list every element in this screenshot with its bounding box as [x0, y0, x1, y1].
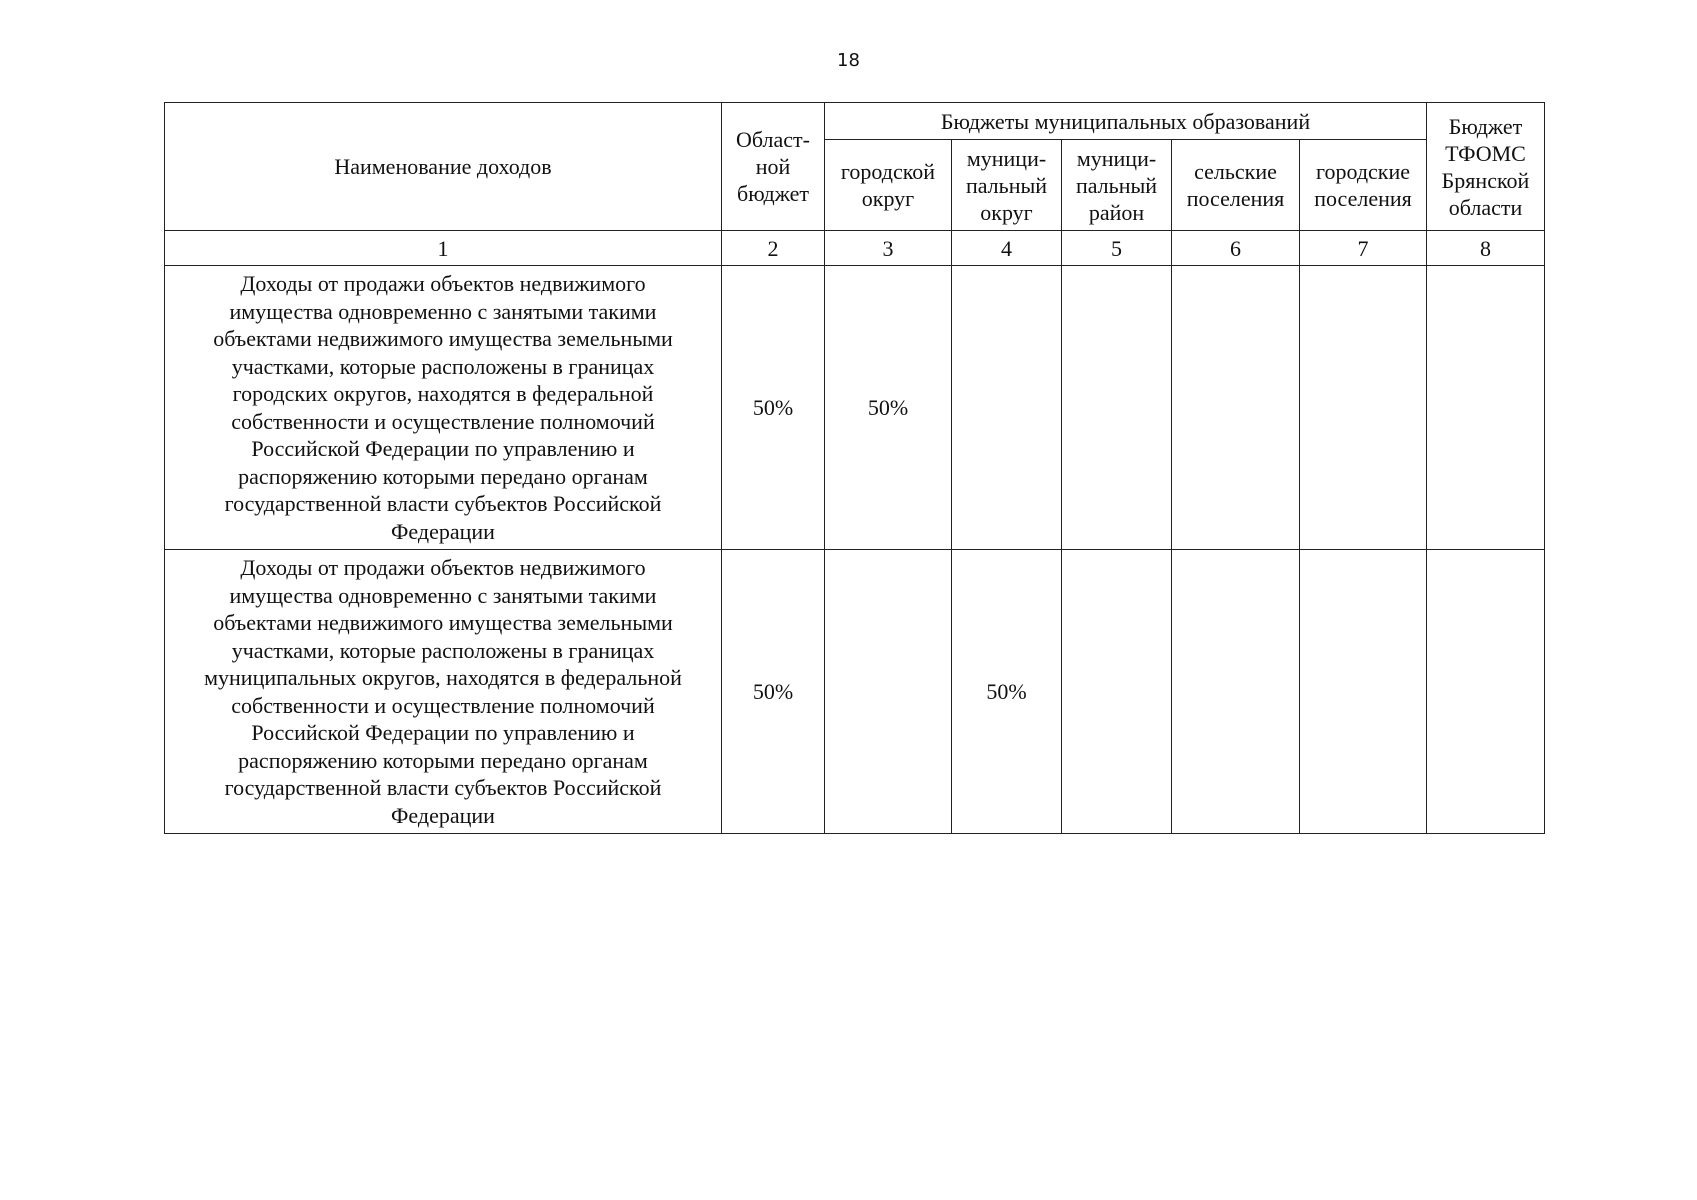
header-tfoms-budget: Бюджет ТФОМС Брянской области: [1427, 103, 1545, 231]
column-number: 4: [952, 231, 1062, 266]
municipal-okrug-share: 50%: [952, 550, 1062, 834]
urban-settlements-share: [1300, 266, 1427, 550]
header-municipal-raion: муници- пальный район: [1062, 140, 1172, 231]
column-number-row: [165, 231, 1545, 266]
column-number: 3: [825, 231, 952, 266]
header-income-name: Наименование доходов: [165, 103, 722, 231]
city-district-share: [825, 550, 952, 834]
tfoms-share: [1427, 550, 1545, 834]
header-municipal-okrug: муници- пальный округ: [952, 140, 1062, 231]
column-number: 1: [165, 231, 722, 266]
income-description: Доходы от продажи объектов недвижимого имущества одновременно с занятыми такими объектами недвижимого имущества земельными участками, которые расположены в границах городских округов, находятся в федеральной собственности и осуществление полномочий Российской Федерации по управлению и распоряжению которыми передано органам государственной власти субъектов Российской Федерации: [165, 266, 722, 550]
column-number: 7: [1300, 231, 1427, 266]
income-distribution-table: [164, 102, 1545, 834]
header-municipal-budgets: Бюджеты муниципальных образований: [825, 103, 1427, 140]
header-urban-settlements: городские поселения: [1300, 140, 1427, 231]
column-number: 5: [1062, 231, 1172, 266]
municipal-raion-share: [1062, 550, 1172, 834]
rural-settlements-share: [1172, 266, 1300, 550]
header-city-district: городской округ: [825, 140, 952, 231]
income-description: Доходы от продажи объектов недвижимого имущества одновременно с занятыми такими объектами недвижимого имущества земельными участками, которые расположены в границах муниципальных округов, находятся в федеральной собственности и осуществление полномочий Российской Федерации по управлению и распоряжению которыми передано органам государственной власти субъектов Российской Федерации: [165, 550, 722, 834]
header-rural-settlements: сельские поселения: [1172, 140, 1300, 231]
city-district-share: 50%: [825, 266, 952, 550]
rural-settlements-share: [1172, 550, 1300, 834]
column-number: 6: [1172, 231, 1300, 266]
municipal-okrug-share: [952, 266, 1062, 550]
table-row: [165, 266, 1545, 550]
tfoms-share: [1427, 266, 1545, 550]
header-regional-budget: Област- ной бюджет: [722, 103, 825, 231]
column-number: 2: [722, 231, 825, 266]
urban-settlements-share: [1300, 550, 1427, 834]
municipal-raion-share: [1062, 266, 1172, 550]
column-number: 8: [1427, 231, 1545, 266]
regional-budget-share: 50%: [722, 266, 825, 550]
regional-budget-share: 50%: [722, 550, 825, 834]
page-number: 18: [837, 50, 860, 71]
table-row: [165, 550, 1545, 834]
